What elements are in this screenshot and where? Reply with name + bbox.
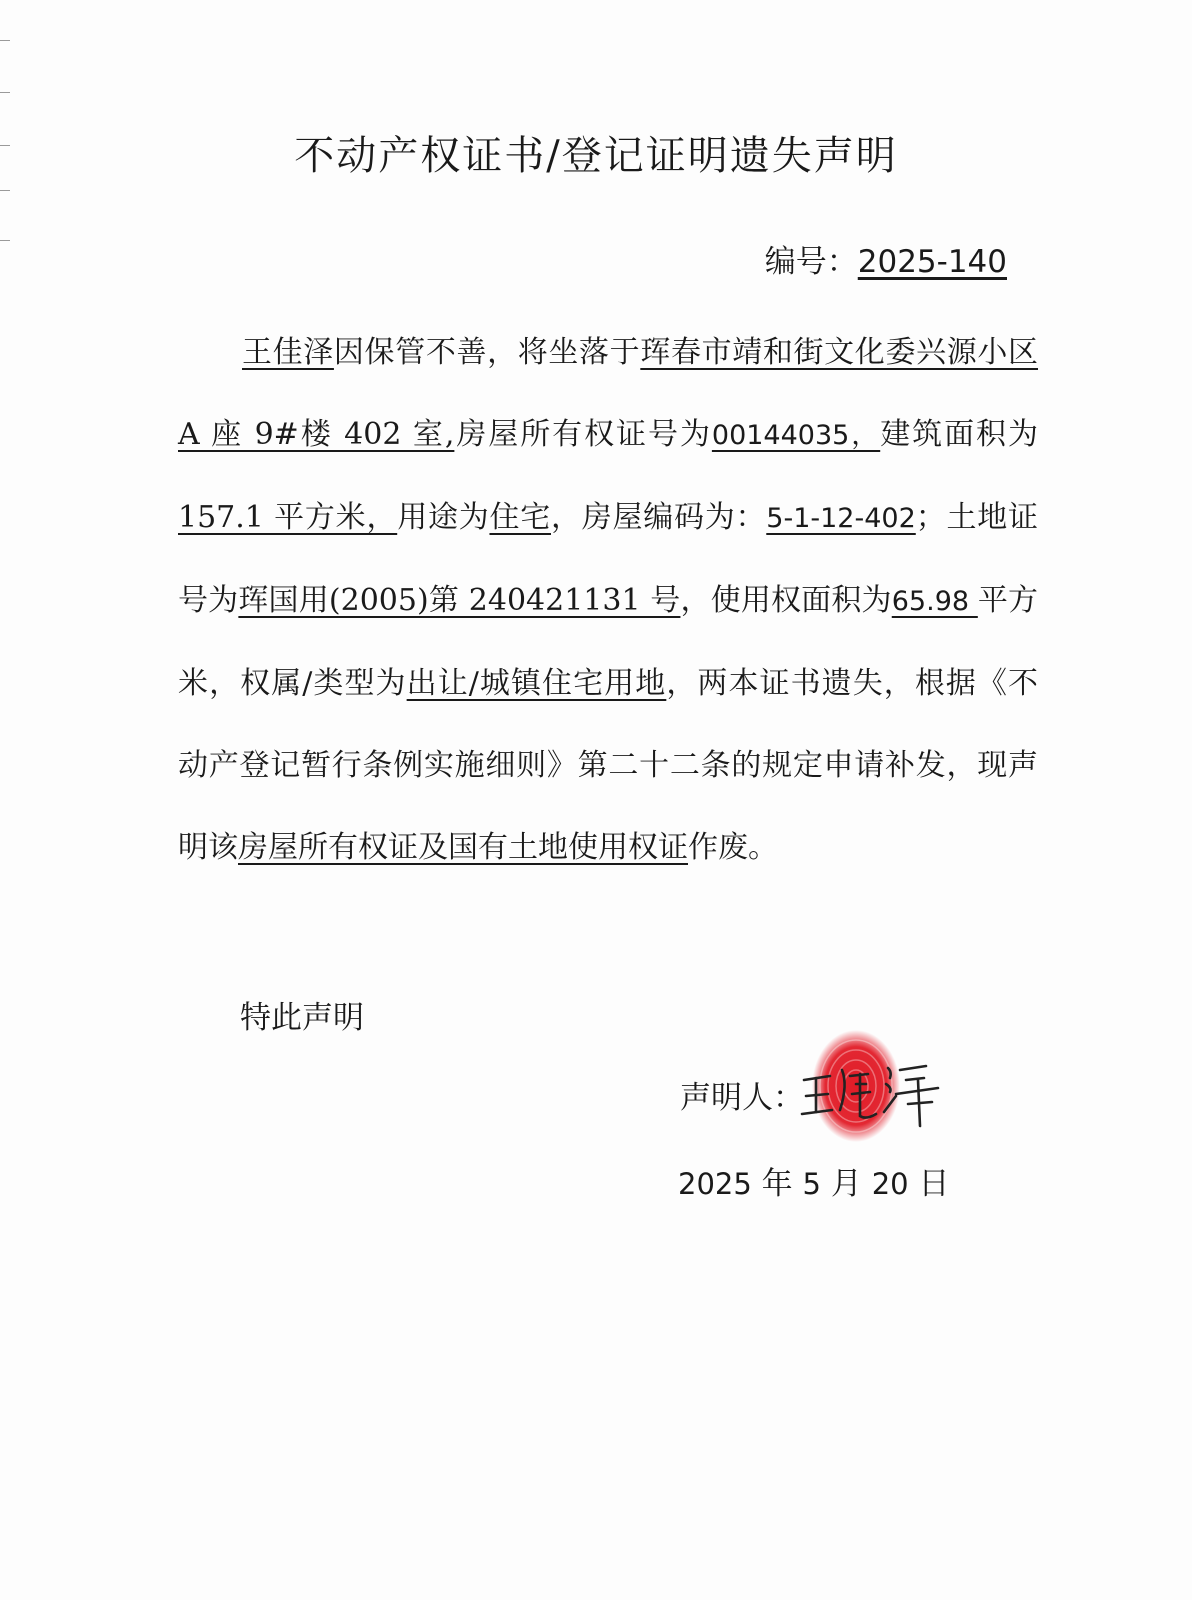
building-area: 157.1 平方米， <box>178 500 398 535</box>
date-month-unit: 月 <box>830 1166 862 1202</box>
body-text-1: 因保管不善，将坐落于 <box>333 335 641 370</box>
scan-edge-mark <box>0 92 10 93</box>
date-day-unit: 日 <box>918 1166 950 1202</box>
declarant-line <box>680 1072 804 1117</box>
body-text-7: ，使用权面积为 <box>680 583 892 618</box>
body-text-3: 建筑面积为 <box>880 417 1038 452</box>
date-month: 5 <box>802 1167 821 1201</box>
date-day: 20 <box>871 1167 909 1201</box>
body-text-9: ，两本证书遗失，根据《不动产登记暂行条例实施细则》第二十二条的规定申请补发，现声明该 <box>178 666 1039 865</box>
body-text-10: 作废。 <box>688 830 778 865</box>
serial-label: 编号： <box>764 244 858 280</box>
property-usage: 住宅 <box>489 500 551 535</box>
document-title: 不动产权证书/登记证明遗失声明 <box>294 133 898 179</box>
land-cert-number: 珲国用(2005)第 240421131 号 <box>238 583 681 618</box>
serial-number: 2025-140 <box>857 244 1007 280</box>
house-code: 5-1-12-402 <box>766 503 916 534</box>
body-text-6: ；土地证号为 <box>178 500 1039 618</box>
declarant-label: 声明人： <box>680 1080 804 1116</box>
closing-statement: 特此声明 <box>240 1000 364 1036</box>
body-text-8: 平方米，权属/类型为 <box>178 583 1038 701</box>
property-address: 珲春市靖和街文化委兴源小区 A 座 9#楼 402 室, <box>178 335 1039 452</box>
body-text-5: ，房屋编码为： <box>550 500 767 535</box>
declaration-body <box>178 312 1038 889</box>
owner-name: 王佳泽 <box>242 335 334 370</box>
land-type: 出让/城镇住宅用地 <box>406 666 667 701</box>
body-text-2: 房屋所有权证号为 <box>454 417 712 452</box>
ownership-cert-number: 00144035， <box>711 420 881 451</box>
scan-edge-mark <box>0 40 10 41</box>
land-use-area: 65.98 <box>891 586 978 617</box>
body-text-4: 用途为 <box>397 500 490 535</box>
voided-certificates: 房屋所有权证及国有土地使用权证 <box>238 830 688 865</box>
declaration-date <box>678 1158 949 1203</box>
date-year-unit: 年 <box>761 1166 793 1202</box>
date-year: 2025 <box>678 1167 752 1201</box>
signature-with-fingerprint <box>796 1030 946 1150</box>
serial-line <box>765 236 1007 281</box>
scan-edge-mark <box>0 240 10 241</box>
scan-edge-mark <box>0 190 10 191</box>
